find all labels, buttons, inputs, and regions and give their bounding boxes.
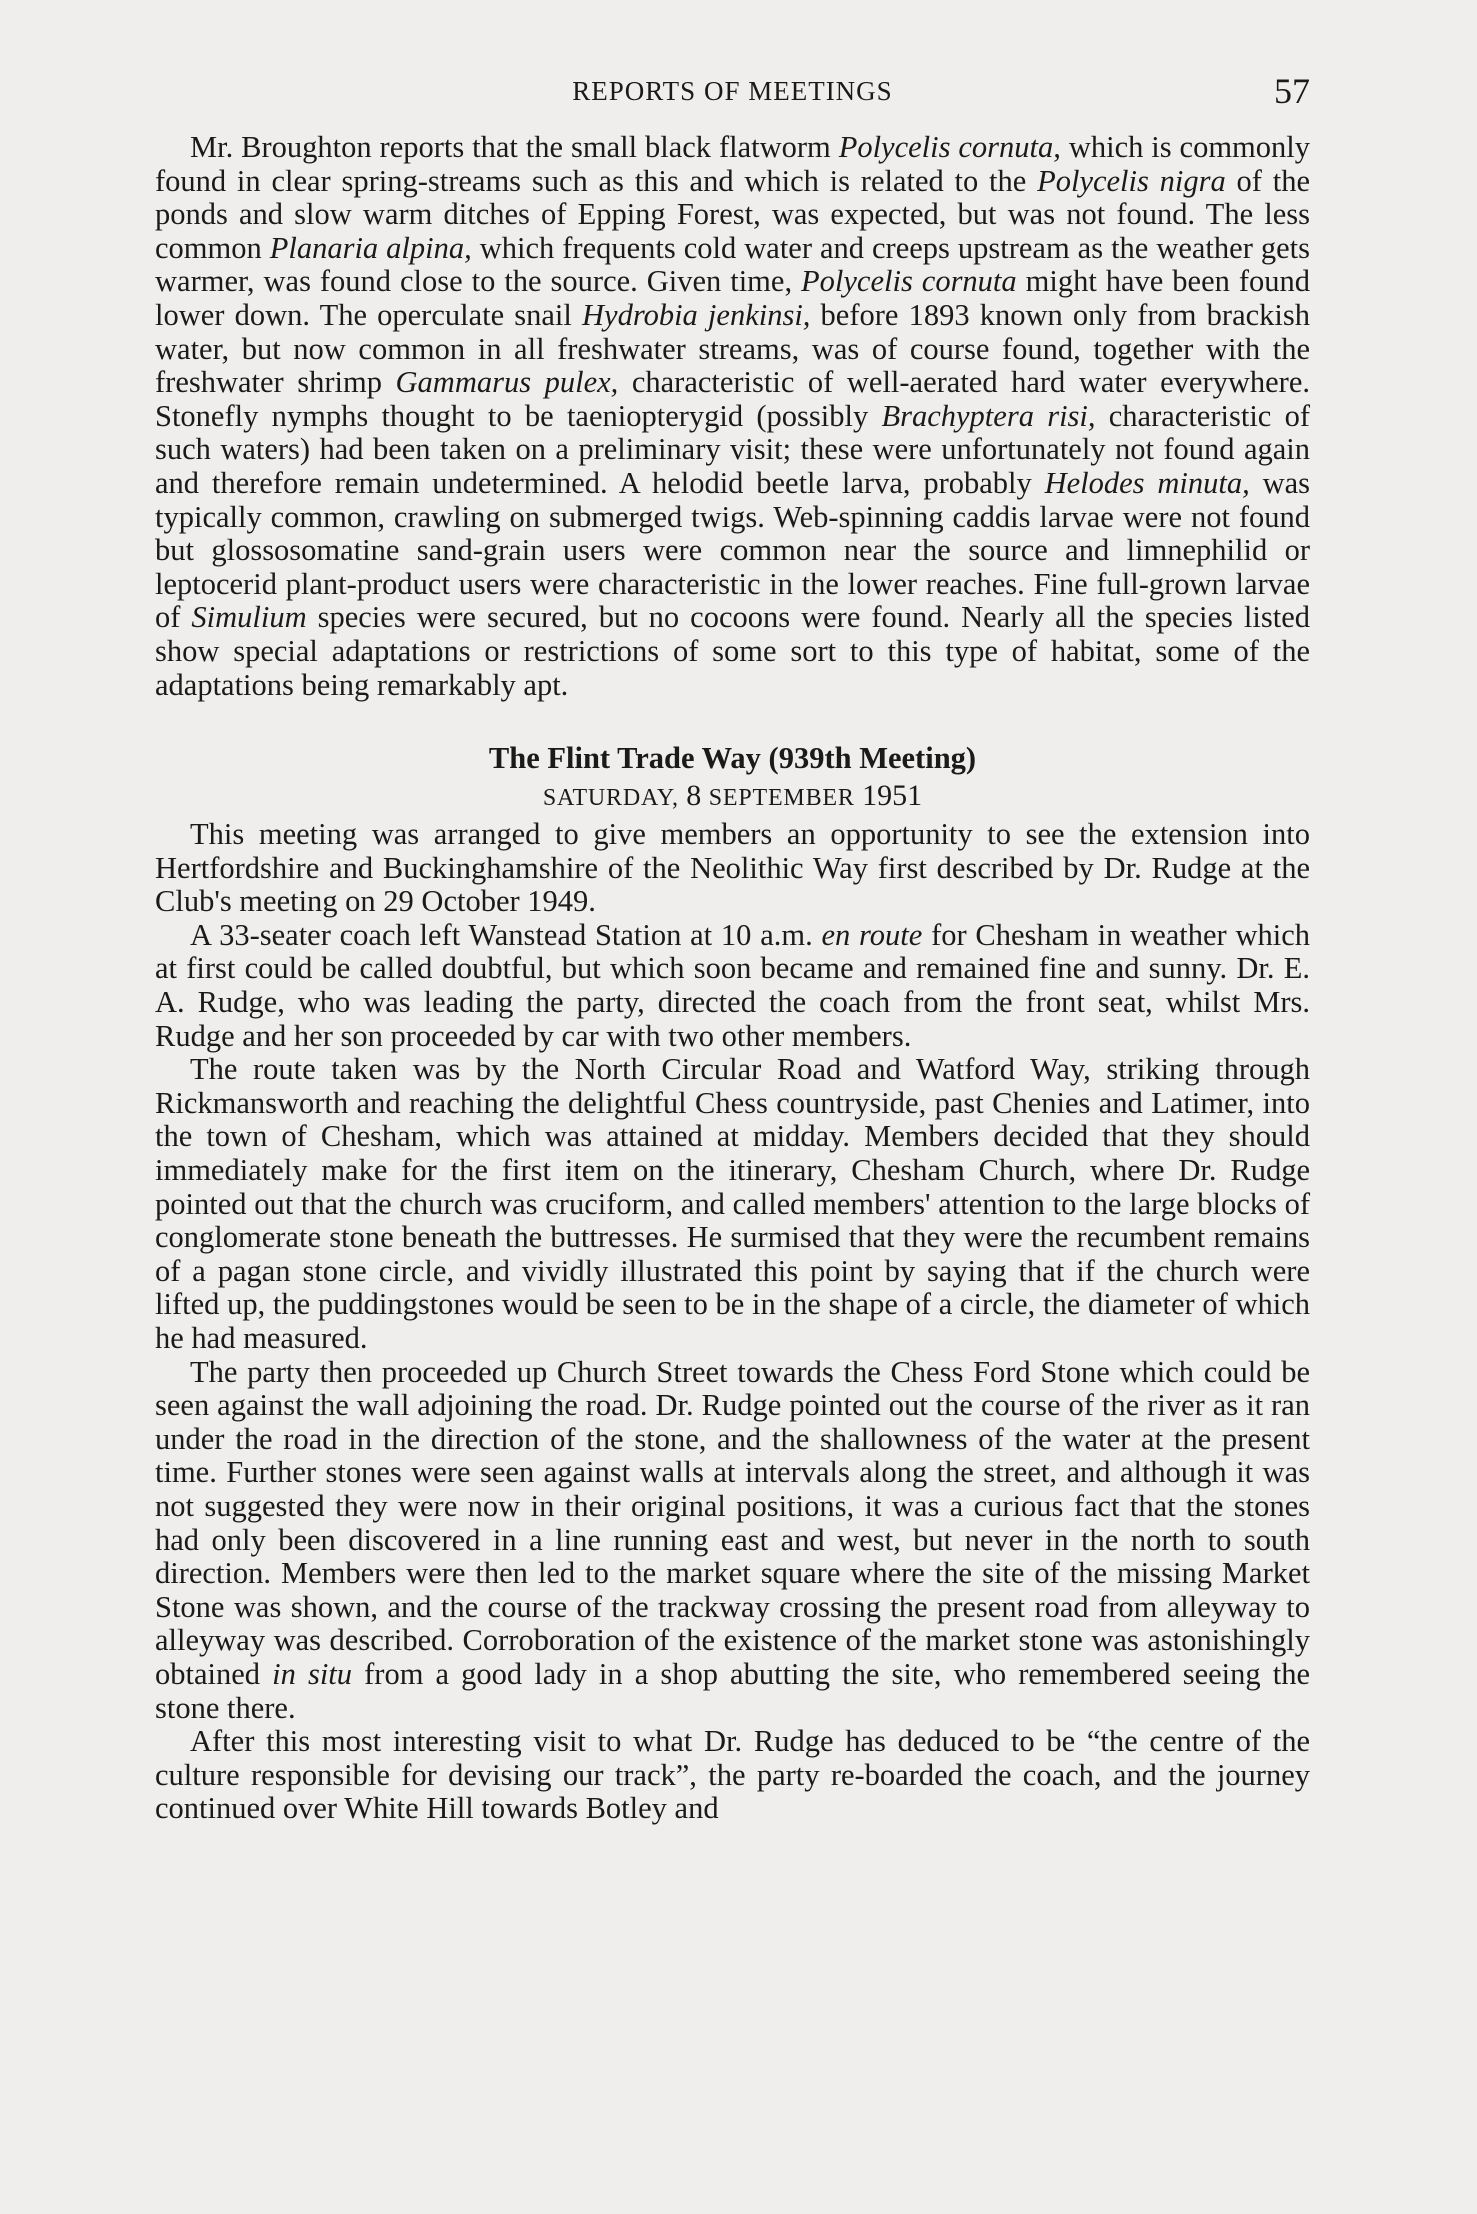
date-year: 1951 bbox=[862, 779, 923, 813]
text-run: from a good lady in a shop abutting the site, who remembered seeing the stone there. bbox=[155, 1656, 1310, 1725]
italic-phrase: en route bbox=[821, 917, 923, 952]
species-name: Polycelis cornuta bbox=[801, 264, 1017, 299]
date-weekday: SATURDAY, bbox=[542, 785, 679, 812]
species-name: Hydrobia jenkinsi, bbox=[582, 297, 811, 332]
species-name: Simulium bbox=[191, 600, 307, 635]
italic-phrase: in situ bbox=[272, 1656, 353, 1691]
section-date bbox=[155, 776, 1310, 818]
text-run: characteristic of well-aerated hard water everywhere. Stonefly nymphs thought to be taeniopterygid (possibly bbox=[155, 365, 1310, 433]
paragraph-route-chesham-church: The route taken was by the North Circular Road and Watford Way, striking through Rickmansworth and reaching the delightful Chess countryside, past Chenies and Latimer, into the town of Chesham, which was attained at midday. Members decided that they should immediately make for the first item on the itinerary, Chesham Church, where Dr. Rudge pointed out that the church was cruciform, and called members' attention to the large blocks of conglomerate stone beneath the buttresses. He surmised that they were the recumbent remains of a pagan stone circle, and vividly illustrated this point by saying that if the church were lifted up, the puddingstones would be seen to be in the shape of a circle, the diameter of which he had measured. bbox=[155, 1052, 1310, 1355]
text-run: which is commonly found in clear spring-streams such as this and which is related to the bbox=[155, 130, 1311, 198]
text-run: Mr. Broughton reports that the small black flatworm bbox=[190, 130, 839, 164]
paragraph-journey-continued: After this most interesting visit to what Dr. Rudge has deduced to be “the centre of the culture responsible for devising our track”, the party re-boarded the coach, and the journey continued over White Hill towards Botley and bbox=[155, 1724, 1310, 1826]
text-run: was typically common, crawling on submerged twigs. Web-spinning caddis larvae were not found but glossosomatine sand-grain users were common near the source and limnephilid or leptocerid plant-product users were characteristic in the lower reaches. Fine full-grown larvae of bbox=[155, 465, 1311, 635]
text-run: which frequents cold water and creeps upstream as the weather gets warmer, was found close to the source. Given time, bbox=[155, 230, 1310, 299]
text-run: for Chesham in weather which at first could be called doubtful, but which soon became and remained fine and sunny. Dr. E. A. Rudge, who was leading the party, directed the coach from the front seat, whilst Mrs. Rudge and her son proceeded by car with two other members. bbox=[155, 917, 1310, 1053]
paragraph-coach-departure bbox=[155, 919, 1310, 1053]
text-run: A 33-seater coach left Wanstead Station at 10 a.m. bbox=[190, 917, 822, 952]
text-run: characteristic of such waters) had been taken on a preliminary visit; these were unfortunately not found again and therefore remain undetermined. A helodid beetle larva, probably bbox=[155, 398, 1310, 500]
running-title: REPORTS OF MEETINGS bbox=[572, 76, 893, 106]
text-run: of the ponds and slow warm ditches of Epping Forest, was expected, but was not found. The less common bbox=[155, 163, 1310, 265]
running-head bbox=[155, 70, 1310, 116]
text-run: species were secured, but no cocoons were found. Nearly all the species listed show special adaptations or restrictions of some sort to this type of habitat, some of the adaptations being remarkably apt. bbox=[155, 600, 1310, 702]
body-text bbox=[155, 131, 1310, 1826]
paragraph-broughton-report bbox=[155, 131, 1310, 702]
text-run: before 1893 known only from brackish water, but now common in all freshwater streams, was of course found, together with the freshwater shrimp bbox=[155, 297, 1310, 400]
species-name: Gammarus pulex, bbox=[395, 365, 619, 400]
species-name: Helodes minuta, bbox=[1044, 465, 1250, 500]
date-day: 8 bbox=[686, 779, 702, 813]
species-name: Brachyptera risi, bbox=[881, 398, 1096, 433]
section-title: The Flint Trade Way (939th Meeting) bbox=[488, 741, 977, 776]
text-run: The party then proceeded up Church Street towards the Chess Ford Stone which could be seen against the wall adjoining the road. Dr. Rudge pointed out the course of the river as it ran under the road in the direction of the stone, and the shallowness of the water at the present time. Further stones were seen against walls at intervals along the street, and although it was not suggested they were now in their original positions, it was a curious fact that the stones had only been discovered in a line running east and west, but never in the north to south direction. Members were then led to the market square where the site of the missing Market Stone was shown, and the course of the trackway crossing the present road from alleyway to alleyway was described. Corroboration of the existence of the market stone was astonishingly obtained bbox=[155, 1354, 1310, 1691]
page-number: 57 bbox=[1274, 71, 1310, 111]
species-name: Planaria alpina, bbox=[269, 230, 472, 265]
paragraph-church-street-stones bbox=[155, 1356, 1310, 1726]
species-name: Polycelis nigra bbox=[1037, 163, 1226, 198]
date-month: SEPTEMBER bbox=[708, 785, 855, 812]
text-run: might have been found lower down. The operculate snail bbox=[155, 264, 1310, 332]
paragraph-meeting-purpose: This meeting was arranged to give members an opportunity to see the extension into Hertfordshire and Buckinghamshire of the Neolithic Way first described by Dr. Rudge at the Club's meeting on 29 October 1949. bbox=[155, 817, 1310, 919]
species-name: Polycelis cornuta, bbox=[838, 130, 1061, 164]
